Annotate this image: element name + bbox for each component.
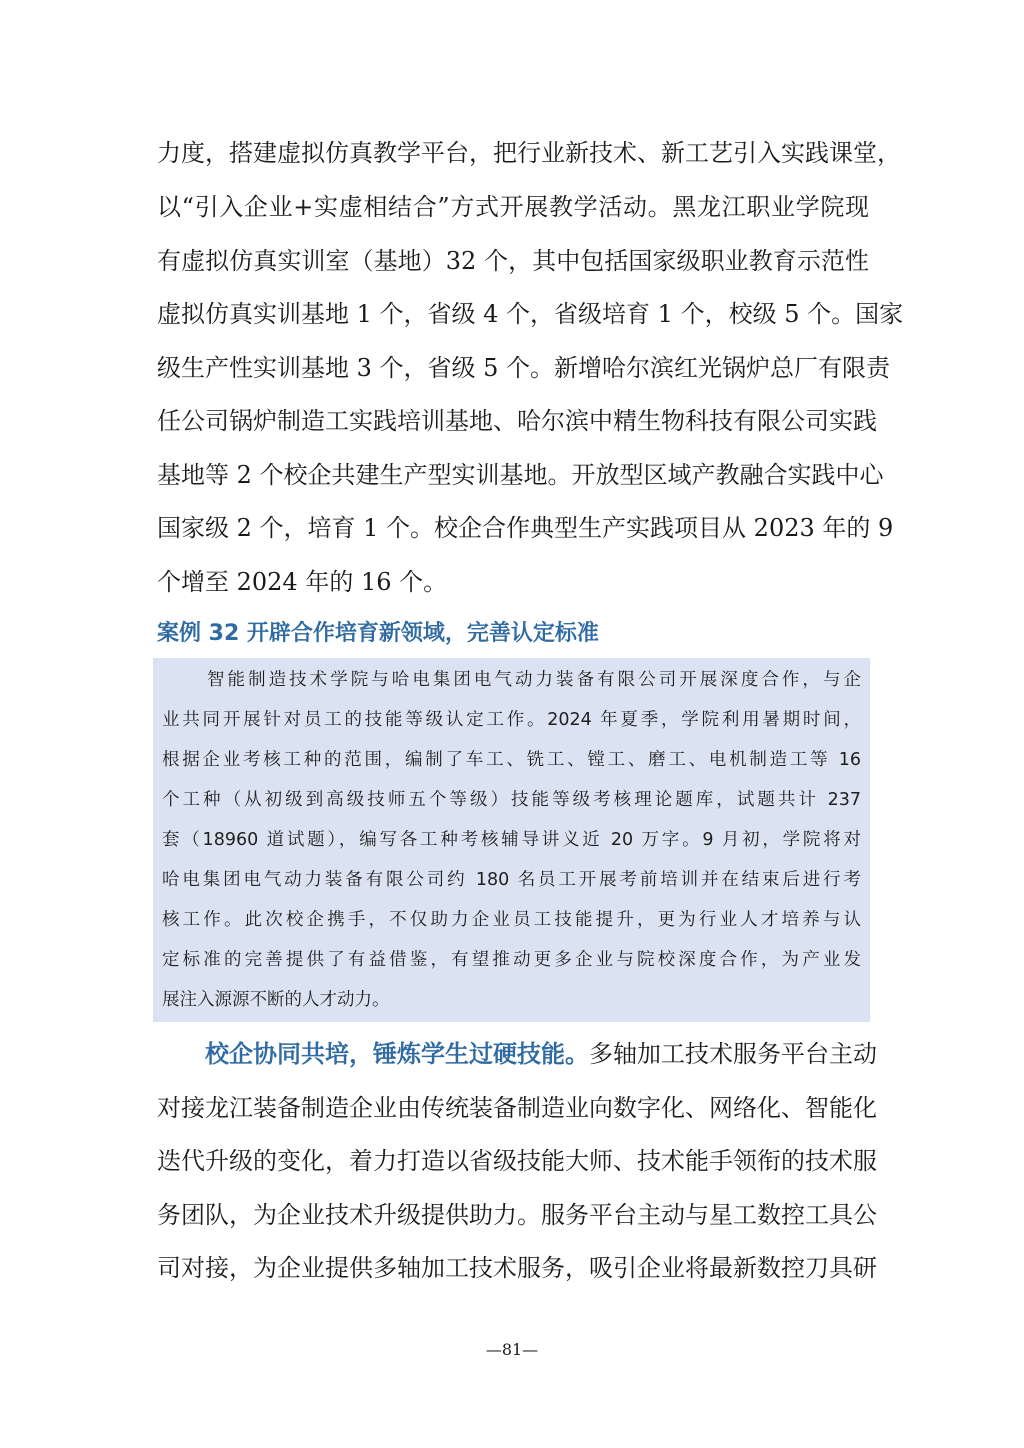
- paragraph-line: 司对接，为企业提供多轴加工技术服务，吸引企业将最新数控刀具研: [157, 1254, 877, 1282]
- paragraph-line: 级生产性实训基地 3 个，省级 5 个。新增哈尔滨红光锅炉总厂有限责: [157, 354, 891, 382]
- paragraph-lead: 校企协同共培，锤炼学生过硬技能。: [205, 1040, 589, 1068]
- paragraph-line-rest: 多轴加工技术服务平台主动: [589, 1040, 877, 1068]
- case-line: 定标准的完善提供了有益借鉴，有望推动更多企业与院校深度合作，为产业发: [162, 950, 861, 970]
- case-line: 哈电集团电气动力装备有限公司约 180 名员工开展考前培训并在结束后进行考: [162, 870, 861, 890]
- paragraph-line: 对接龙江装备制造企业由传统装备制造业向数字化、网络化、智能化: [157, 1094, 877, 1122]
- paragraph-line: 有虚拟仿真实训室（基地）32 个，其中包括国家级职业教育示范性: [157, 247, 869, 275]
- case-heading: 案例 32 开辟合作培育新领域，完善认定标准: [157, 621, 599, 646]
- paragraph-line: 以“引入企业+实虚相结合”方式开展教学活动。黑龙江职业学院现: [157, 193, 869, 221]
- paragraph-line: 虚拟仿真实训基地 1 个，省级 4 个，省级培育 1 个，校级 5 个。国家: [157, 300, 904, 328]
- paragraph-line: 力度，搭建虚拟仿真教学平台，把行业新技术、新工艺引入实践课堂，: [157, 139, 901, 167]
- paragraph-line: 基地等 2 个校企共建生产型实训基地。开放型区域产教融合实践中心: [157, 461, 884, 489]
- case-line: 套（18960 道试题），编写各工种考核辅导讲义近 20 万字。9 月初，学院将对: [162, 830, 861, 850]
- paragraph-line: 务团队，为企业技术升级提供助力。服务平台主动与星工数控工具公: [157, 1201, 877, 1229]
- paragraph-line: 国家级 2 个，培育 1 个。校企合作典型生产实践项目从 2023 年的 9: [157, 514, 894, 542]
- paragraph-line: 个增至 2024 年的 16 个。: [157, 568, 448, 596]
- case-line: 根据企业考核工种的范围，编制了车工、铣工、镗工、磨工、电机制造工等 16: [162, 750, 861, 770]
- case-line: 展注入源源不断的人才动力。: [162, 990, 390, 1010]
- paragraph-line: [205, 1038, 877, 1070]
- case-line: 业共同开展针对员工的技能等级认定工作。2024 年夏季，学院利用暑期时间，: [162, 710, 861, 730]
- case-line: 核工作。此次校企携手，不仅助力企业员工技能提升，更为行业人才培养与认: [162, 910, 861, 930]
- page-number: —81—: [485, 1340, 539, 1359]
- case-line: 智能制造技术学院与哈电集团电气动力装备有限公司开展深度合作，与企: [207, 670, 861, 690]
- paragraph-line: 任公司锅炉制造工实践培训基地、哈尔滨中精生物科技有限公司实践: [157, 407, 877, 435]
- paragraph-line: 迭代升级的变化，着力打造以省级技能大师、技术能手领衔的技术服: [157, 1147, 877, 1175]
- case-line: 个工种（从初级到高级技师五个等级）技能等级考核理论题库，试题共计 237: [162, 790, 861, 810]
